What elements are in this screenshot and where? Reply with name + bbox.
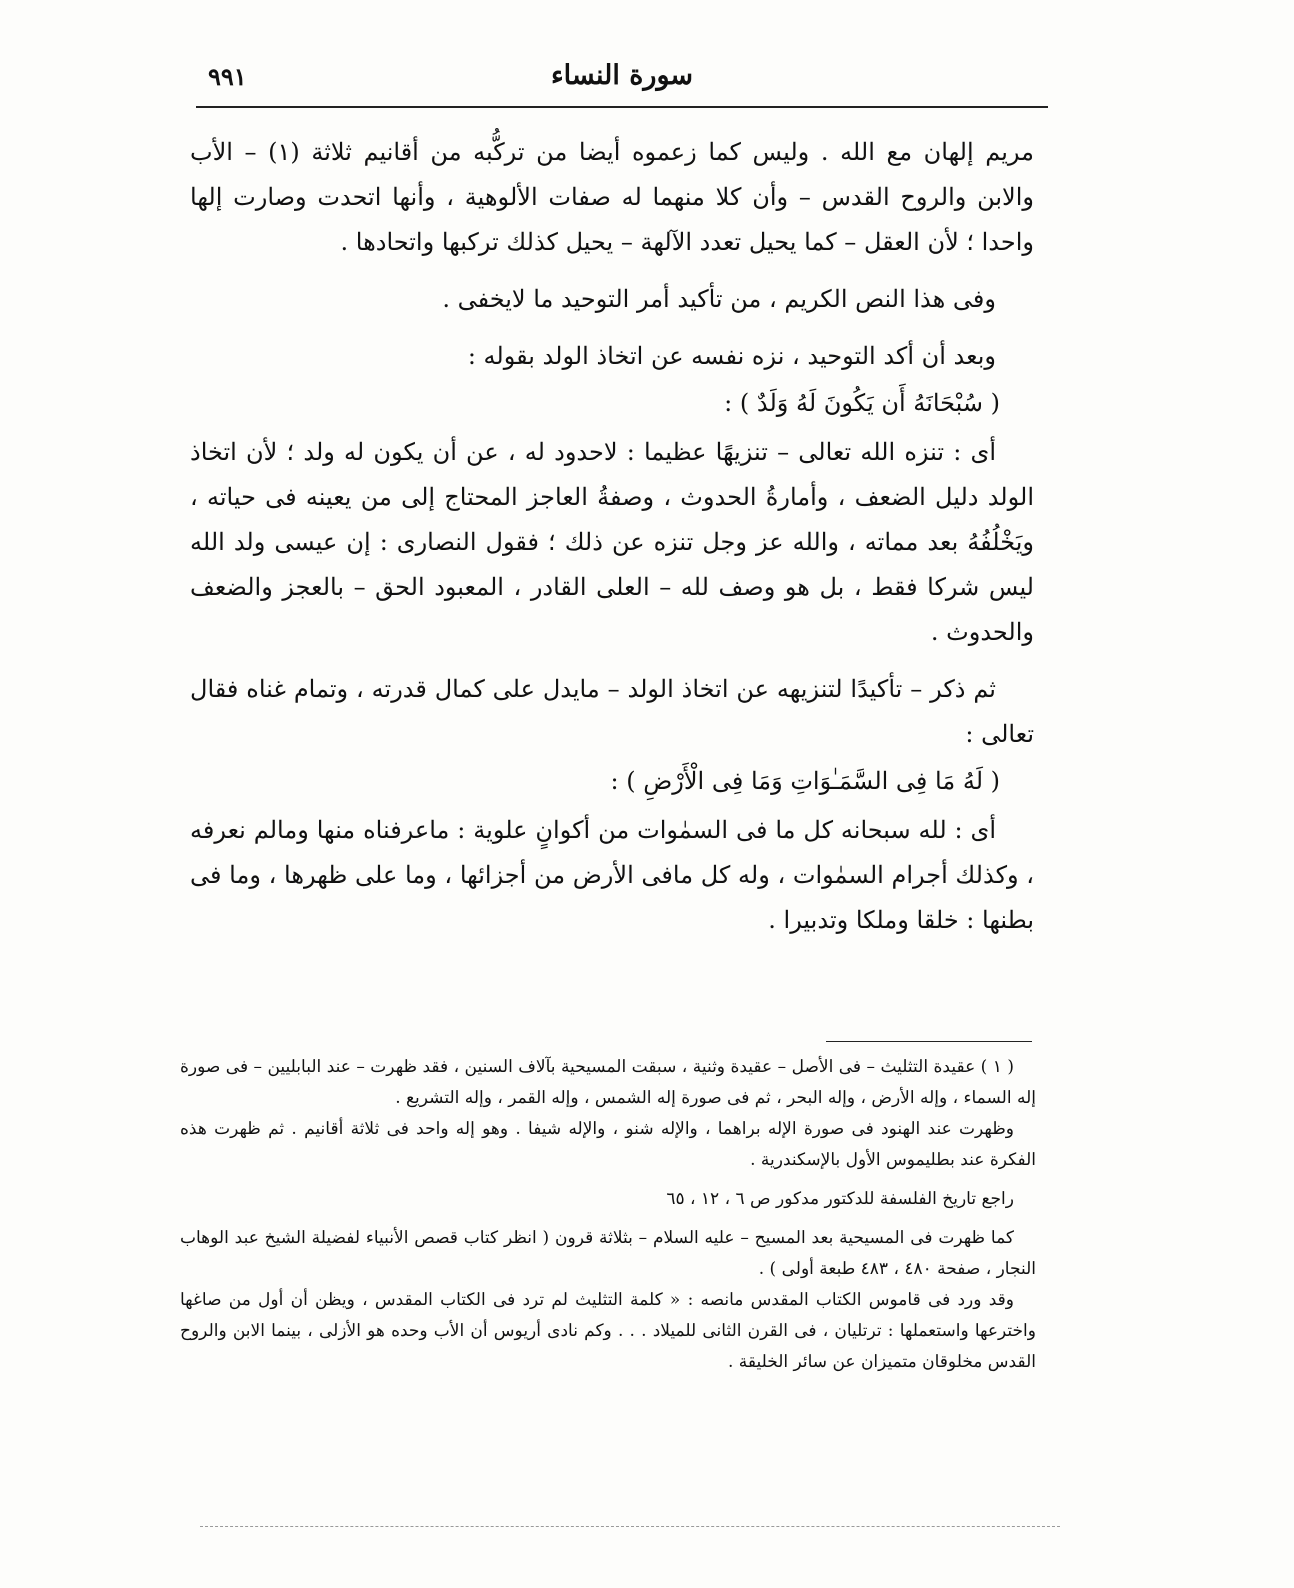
footnote-christianity: كما ظهرت فى المسيحية بعد المسيح – عليه السلام – بثلاثة قرون ( انظر كتاب قصص الأنبياء لفضيلة الشيخ عبد الوهاب النجار ، صفحة ٤٨٠ ، ٤٨٣ طبعة أولى ) . [180, 1228, 1036, 1279]
quran-verse-samawat: ( لَهُ مَا فِى السَّمَـٰوَاتِ وَمَا فِى الْأَرْضِ ) : [610, 767, 1000, 795]
paragraph-qudra: ثم ذكر – تأكيدًا لتنزيهه عن اتخاذ الولد – مايدل على كمال قدرته ، وتمام غناه فقال تعالى : [190, 675, 1034, 748]
paragraph-gap [190, 655, 1034, 667]
running-header [196, 56, 1048, 106]
paragraph-tafsir-walad: أى : تنزه الله تعالى – تنزيهًا عظيما : لاحدود له ، عن أن يكون له ولد ؛ لأن اتخاذ الولد دليل الضعف ، وأمارةُ الحدوث ، وصفةُ العاجز المحتاج إلى من يعينه فى حياته ، ويَخْلُفُهُ بعد مماته ، والله عز وجل تنزه عن ذلك ؛ فقول النصارى : إن عيسى ولد الله ليس شركا فقط ، بل هو وصف لله – العلى القادر ، المعبود الحق – بالعجز والضعف والحدوث . [190, 438, 1035, 646]
paragraph-gap [190, 322, 1034, 334]
footnote-bible-dictionary: وقد ورد فى قاموس الكتاب المقدس مانصه : « كلمة التثليث لم ترد فى الكتاب المقدس ، ويظن أن أول من صاغها واخترعها واستعملها : ترتليان ، فى القرن الثانى للميلاد . . . وكم نادى أريوس أن الأب وحده هو الأزلى ، بينما الابن والروح القدس مخلوقان متميزان عن سائر الخليقة . [180, 1290, 1036, 1372]
footnote-gap [180, 1176, 1036, 1184]
footnotes [180, 1052, 1036, 1378]
page-number: ٩٩١ [208, 62, 247, 91]
quran-verse-subhanahu: ( سُبْحَانَهُ أَن يَكُونَ لَهُ وَلَدٌ ) : [724, 389, 1000, 417]
paragraph-transition: وبعد أن أكد التوحيد ، نزه نفسه عن اتخاذ الولد بقوله : [467, 342, 996, 370]
footnote-hindu: وظهرت عند الهنود فى صورة الإله براهما ، والإله شنو ، والإله شيفا . وهو إله واحد فى ثلاثة أقانيم . ثم ظهرت هذه الفكرة عند بطليموس الأول بالإسكندرية . [180, 1119, 1036, 1170]
paragraph-tafsir-samawat: أى : لله سبحانه كل ما فى السمٰوات من أكوانٍ علوية : ماعرفناه منها ومالم نعرفه ، وكذلك أجرام السمٰوات ، وله كل مافى الأرض من أجزائها ، وما على ظهرها ، وما فى بطنها : خلقا وملكا وتدبيرا . [190, 816, 1035, 934]
paragraph-trinity: مريم إلهان مع الله . وليس كما زعموه أيضا من تركُّبه من أقانيم ثلاثة (١) – الأب والابن والروح القدس – وأن كلا منهما له صفات الألوهية ، وأنها اتحدت وصارت إلها واحدا ؛ لأن العقل – كما يحيل تعدد الآلهة – يحيل كذلك تركبها واتحادها . [190, 138, 1034, 256]
footnote-1: ( ١ ) عقيدة التثليث – فى الأصل – عقيدة وثنية ، سبقت المسيحية بآلاف السنين ، فقد ظهرت – عند البابليين – فى صورة إله السماء ، وإله الأرض ، وإله البحر ، ثم فى صورة إله الشمس ، وإله القمر ، وإله التشريع . [180, 1057, 1036, 1108]
paragraph-gap [190, 265, 1034, 277]
paragraph-tawhid: وفى هذا النص الكريم ، من تأكيد أمر التوحيد ما لايخفى . [442, 285, 996, 313]
footnote-reference-madkour: راجع تاريخ الفلسفة للدكتور مدكور ص ٦ ، ١٢ ، ٦٥ [666, 1189, 1014, 1209]
main-text [190, 130, 1034, 943]
header-divider [196, 106, 1048, 108]
surah-title: سورة النساء [550, 60, 694, 91]
footnote-divider [826, 1041, 1032, 1042]
page-bottom-edge [200, 1526, 1060, 1527]
footnote-gap [180, 1215, 1036, 1223]
